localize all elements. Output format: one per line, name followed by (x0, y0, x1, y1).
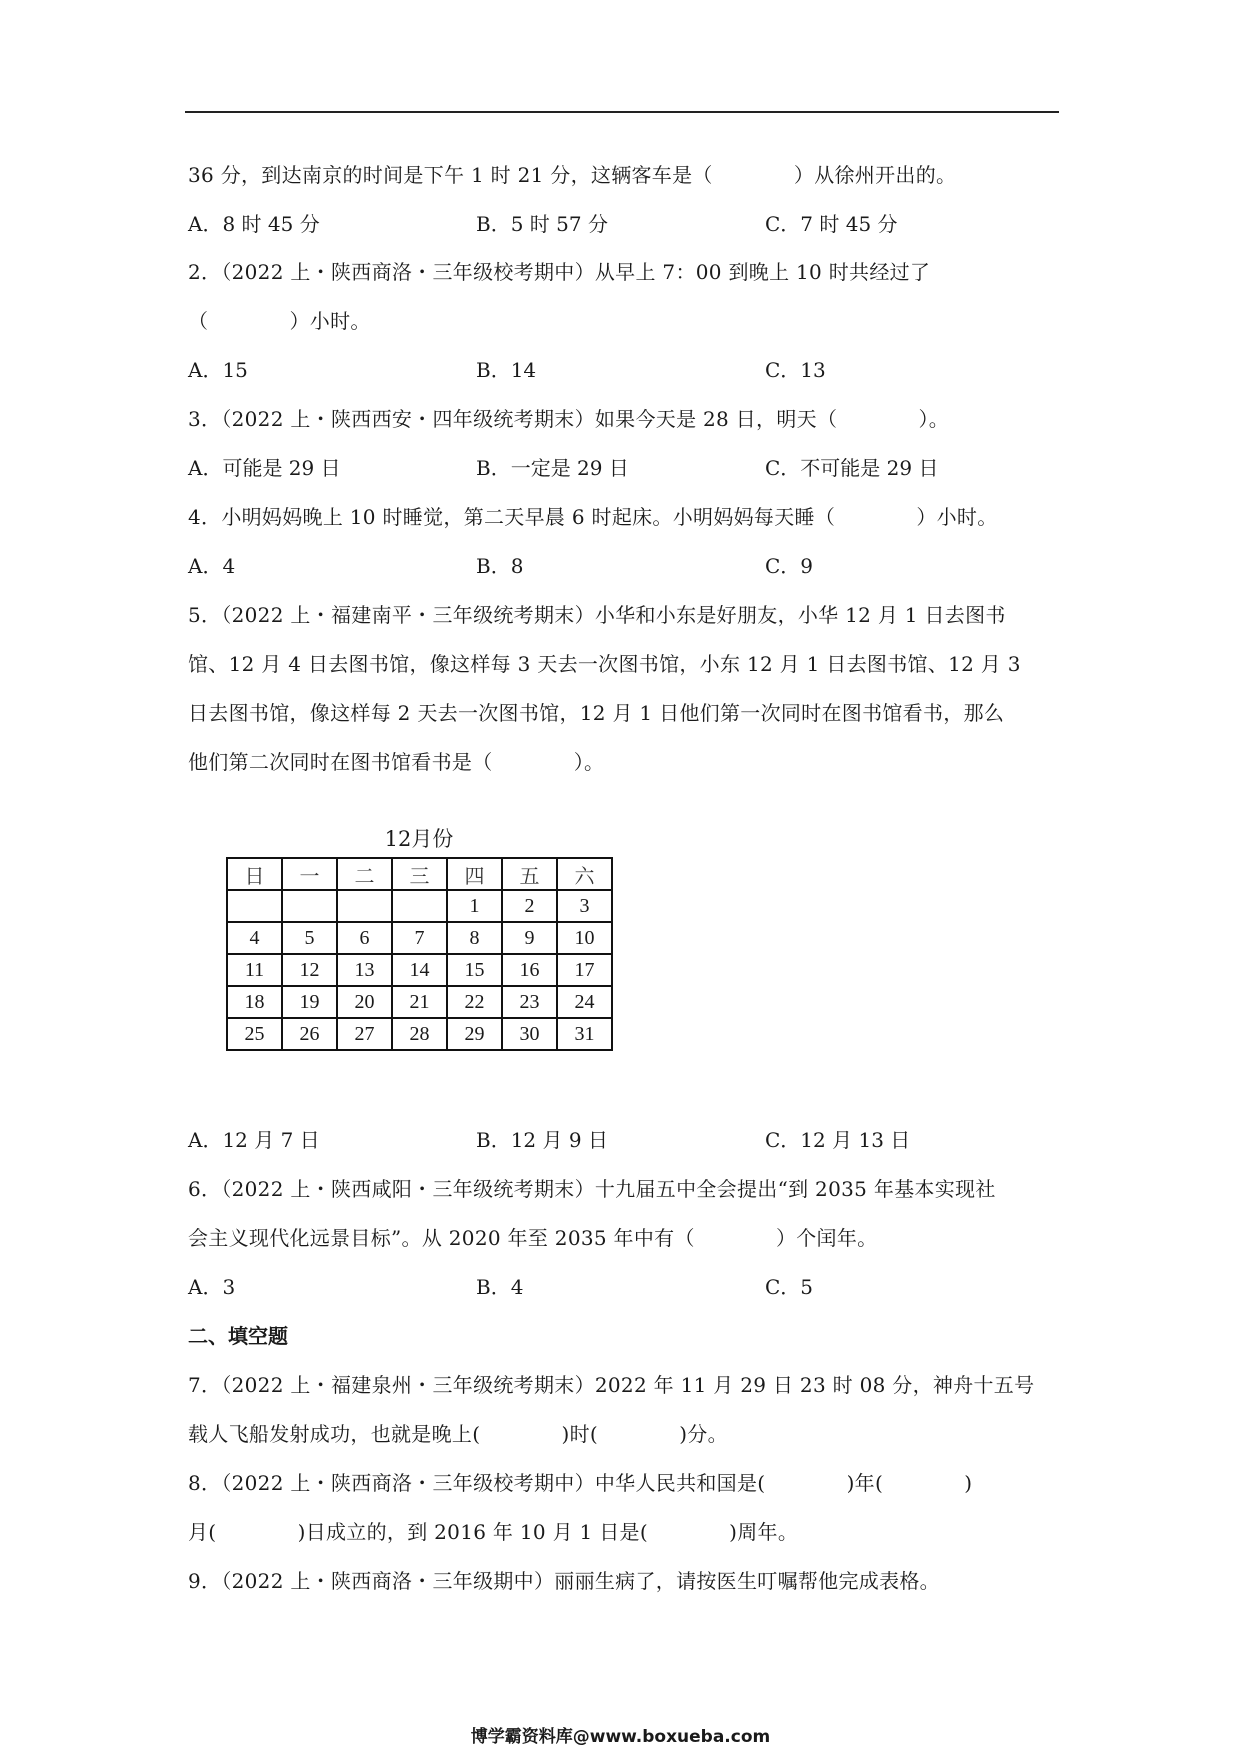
calendar-cell: 五 (502, 858, 557, 890)
calendar-cell: 13 (337, 954, 392, 986)
q6-line-1: 6．（2022 上・陕西咸阳・三年级统考期末）十九届五中全会提出“到 2035 年基本实现社 (188, 1177, 996, 1201)
calendar-cell: 24 (557, 986, 612, 1018)
calendar-cell: 日 (227, 858, 282, 890)
q4-text: 4．小明妈妈晚上 10 时睡觉，第二天早晨 6 时起床。小明妈妈每天睡（ ）小时。 (188, 505, 998, 529)
q1-option-b: B．5 时 57 分 (476, 212, 608, 236)
calendar-cell: 25 (227, 1018, 282, 1050)
calendar-cell: 27 (337, 1018, 392, 1050)
calendar-cell: 19 (282, 986, 337, 1018)
q7-line-1: 7．（2022 上・福建泉州・三年级统考期末）2022 年 11 月 29 日 23 时 08 分，神舟十五号 (188, 1373, 1035, 1397)
q5-option-c: C．12 月 13 日 (765, 1128, 911, 1152)
q4-option-a: A．4 (188, 554, 236, 578)
calendar-week-row (227, 922, 612, 954)
calendar-cell: 三 (392, 858, 447, 890)
calendar-week-row (227, 986, 612, 1018)
footer-watermark: 博学霸资料库@www.boxueba.com (470, 1727, 771, 1747)
q5-line-2: 馆、12 月 4 日去图书馆，像这样每 3 天去一次图书馆，小东 12 月 1 日去图书馆、12 月 3 (188, 652, 1021, 676)
calendar-cell: 一 (282, 858, 337, 890)
calendar-cell: 22 (447, 986, 502, 1018)
calendar-cell: 二 (337, 858, 392, 890)
q3-text: 3．（2022 上・陕西西安・四年级统考期末）如果今天是 28 日，明天（ ）。 (188, 407, 950, 431)
q9-text: 9．（2022 上・陕西商洛・三年级期中）丽丽生病了，请按医生叮嘱帮他完成表格。 (188, 1569, 940, 1593)
q3-option-a: A．可能是 29 日 (188, 456, 341, 480)
calendar-cell: 11 (227, 954, 282, 986)
calendar-cell: 31 (557, 1018, 612, 1050)
q2-option-b: B．14 (476, 358, 537, 382)
calendar-header-row (227, 858, 612, 890)
calendar-cell: 1 (447, 890, 502, 922)
q6-option-c: C．5 (765, 1275, 814, 1299)
calendar-cell: 5 (282, 922, 337, 954)
calendar-cell: 7 (392, 922, 447, 954)
q4-option-b: B．8 (476, 554, 524, 578)
calendar-week-row (227, 954, 612, 986)
calendar-cell (227, 890, 282, 922)
calendar-week-row (227, 1018, 612, 1050)
q8-line-1: 8．（2022 上・陕西商洛・三年级校考期中）中华人民共和国是( )年( ) (188, 1471, 973, 1495)
calendar-cell: 6 (337, 922, 392, 954)
q5-option-b: B．12 月 9 日 (476, 1128, 608, 1152)
calendar-cell (337, 890, 392, 922)
q4-option-c: C．9 (765, 554, 814, 578)
calendar-cell: 六 (557, 858, 612, 890)
calendar-cell: 2 (502, 890, 557, 922)
calendar-cell: 21 (392, 986, 447, 1018)
calendar-cell: 26 (282, 1018, 337, 1050)
q3-option-c: C．不可能是 29 日 (765, 456, 939, 480)
calendar-cell: 14 (392, 954, 447, 986)
q2-option-a: A．15 (188, 358, 248, 382)
calendar-cell: 15 (447, 954, 502, 986)
calendar-cell: 17 (557, 954, 612, 986)
calendar-cell: 4 (227, 922, 282, 954)
calendar-cell (282, 890, 337, 922)
q6-option-a: A．3 (188, 1275, 236, 1299)
calendar-cell: 8 (447, 922, 502, 954)
calendar-cell: 12 (282, 954, 337, 986)
calendar-cell: 四 (447, 858, 502, 890)
calendar-week-row (227, 890, 612, 922)
q6-option-b: B．4 (476, 1275, 524, 1299)
q1-option-a: A．8 时 45 分 (188, 212, 320, 236)
calendar-cell: 18 (227, 986, 282, 1018)
calendar-cell: 23 (502, 986, 557, 1018)
calendar-cell: 30 (502, 1018, 557, 1050)
section-title: 二、填空题 (188, 1324, 288, 1348)
q1-text: 36 分，到达南京的时间是下午 1 时 21 分，这辆客车是（ ）从徐州开出的。 (188, 163, 957, 187)
calendar-table (226, 857, 613, 1051)
q5-line-3: 日去图书馆，像这样每 2 天去一次图书馆，12 月 1 日他们第一次同时在图书馆看书，那么 (188, 701, 1005, 725)
q2-option-c: C．13 (765, 358, 826, 382)
q2-line-1: 2．（2022 上・陕西商洛・三年级校考期中）从早上 7：00 到晚上 10 时共经过了 (188, 260, 931, 284)
q5-line-1: 5．（2022 上・福建南平・三年级统考期末）小华和小东是好朋友，小华 12 月 1 日去图书 (188, 603, 1006, 627)
calendar-cell (392, 890, 447, 922)
calendar-cell: 29 (447, 1018, 502, 1050)
q1-option-c: C．7 时 45 分 (765, 212, 898, 236)
calendar-cell: 3 (557, 890, 612, 922)
calendar-cell: 9 (502, 922, 557, 954)
q8-line-2: 月( )日成立的，到 2016 年 10 月 1 日是( )周年。 (188, 1520, 799, 1544)
q5-option-a: A．12 月 7 日 (188, 1128, 320, 1152)
calendar-caption: 12月份 (384, 827, 454, 851)
q5-line-4: 他们第二次同时在图书馆看书是（ ）。 (188, 750, 605, 774)
header-rule (185, 111, 1059, 113)
q7-line-2: 载人飞船发射成功，也就是晚上( )时( )分。 (188, 1422, 728, 1446)
calendar-cell: 20 (337, 986, 392, 1018)
calendar-cell: 10 (557, 922, 612, 954)
q3-option-b: B．一定是 29 日 (476, 456, 629, 480)
q6-line-2: 会主义现代化远景目标”。从 2020 年至 2035 年中有（ ）个闰年。 (188, 1226, 878, 1250)
q2-line-2: （ ）小时。 (188, 309, 371, 333)
calendar-cell: 16 (502, 954, 557, 986)
calendar-cell: 28 (392, 1018, 447, 1050)
